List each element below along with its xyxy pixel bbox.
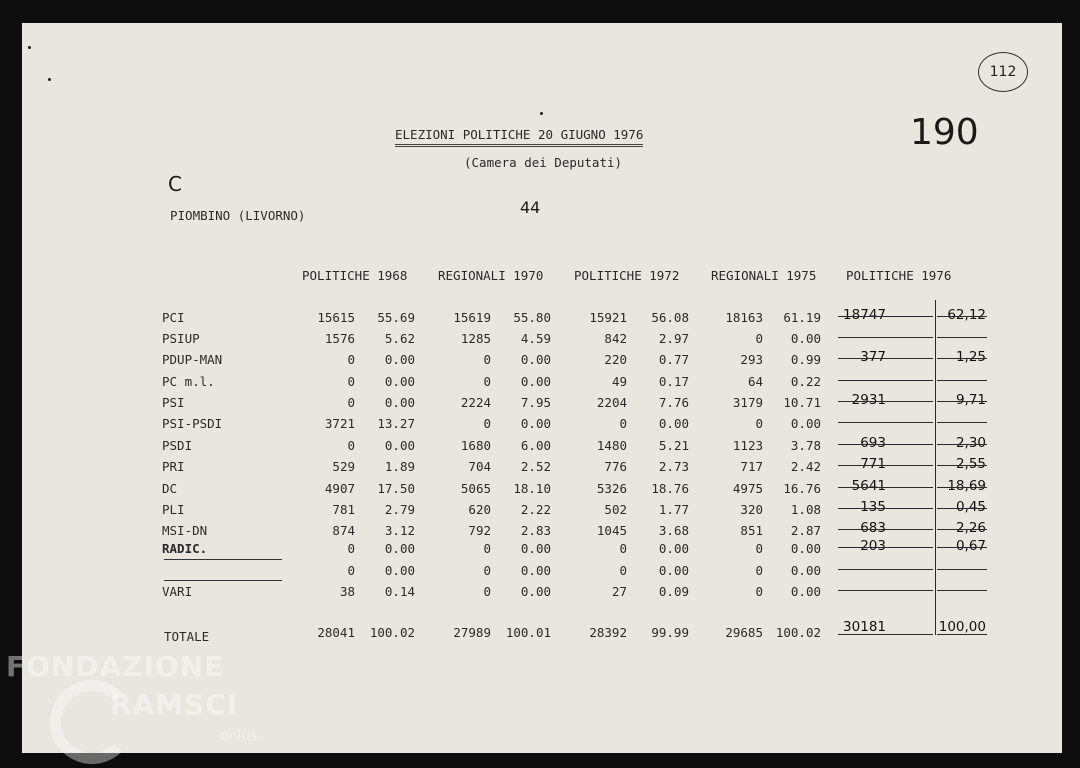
handwritten-rule [937,508,987,509]
vote-percent: 17.50 [377,481,415,496]
place-name: PIOMBINO (LIVORNO) [170,208,306,223]
handwritten-rule [838,316,933,317]
handwritten-rule [937,337,987,338]
handwritten-divider [935,300,936,635]
vote-count: 5065 [460,481,491,496]
vote-percent: 0.00 [790,331,821,346]
document-subtitle: (Camera dei Deputati) [464,155,623,170]
handwritten-vote-count: 203 [860,538,886,554]
handwritten-rule [937,465,987,466]
vote-percent: 0.00 [658,416,689,431]
vote-count: 0 [755,584,763,599]
vote-percent: 55.69 [377,310,415,325]
vote-percent: 18.10 [513,481,551,496]
vote-count: 15921 [589,310,627,325]
handwritten-rule [937,380,987,381]
handwritten-rule [838,422,933,423]
handwritten-rule [937,590,987,591]
vote-percent: 0.17 [658,374,689,389]
vote-count: 220 [604,352,627,367]
party-label: PLI [162,502,185,517]
vote-count: 1123 [732,438,763,453]
vote-percent: 16.76 [783,481,821,496]
vote-percent: 0.00 [520,584,551,599]
vote-count: 1480 [596,438,627,453]
handwritten-rule [937,569,987,570]
party-label: PC m.l. [162,374,215,389]
vote-count: 792 [468,523,491,538]
vote-count: 2224 [460,395,491,410]
total-count: 27989 [453,625,491,640]
total-label: TOTALE [164,629,210,644]
vote-count: 0 [483,416,491,431]
handwritten-rule [937,634,987,635]
vote-count: 0 [619,541,627,556]
vote-count: 1045 [596,523,627,538]
vote-percent: 0.00 [520,374,551,389]
vote-percent: 1.89 [384,459,415,474]
vote-percent: 5.62 [384,331,415,346]
handwritten-vote-count: 2931 [851,392,886,408]
handwritten-vote-percent: 2,55 [955,456,986,472]
vote-percent: 7.76 [658,395,689,410]
vote-percent: 1.08 [790,502,821,517]
party-label: VARI [162,584,193,599]
vote-percent: 0.00 [790,584,821,599]
vote-count: 3179 [732,395,763,410]
vote-count: 0 [347,395,355,410]
vote-percent: 10.71 [783,395,821,410]
vote-percent: 0.99 [790,352,821,367]
handwritten-rule [838,529,933,530]
handwritten-vote-percent: 2,30 [955,435,986,451]
handwritten-mark: 44 [520,198,541,217]
handwritten-page-number: 190 [910,112,979,153]
column-header: POLITICHE 1972 [574,268,680,283]
vote-count: 0 [483,563,491,578]
vote-percent: 0.00 [384,563,415,578]
vote-percent: 2.73 [658,459,689,474]
vote-count: 0 [483,374,491,389]
vote-count: 0 [755,331,763,346]
vote-percent: 0.00 [790,416,821,431]
vote-percent: 18.76 [651,481,689,496]
handwritten-rule [838,401,933,402]
total-percent: 100.02 [775,625,821,640]
vote-percent: 2.97 [658,331,689,346]
handwritten-vote-percent: 0,45 [955,499,986,515]
vote-percent: 0.00 [384,395,415,410]
vote-count: 0 [619,563,627,578]
vote-count: 717 [740,459,763,474]
vote-count: 15619 [453,310,491,325]
vote-count: 293 [740,352,763,367]
handwritten-vote-count: 693 [860,435,886,451]
vote-count: 529 [332,459,355,474]
vote-percent: 0.00 [520,352,551,367]
handwritten-vote-percent: 18,69 [947,478,986,494]
vote-percent: 2.52 [520,459,551,474]
vote-count: 18163 [725,310,763,325]
vote-percent: 0.77 [658,352,689,367]
vote-count: 1285 [460,331,491,346]
handwritten-rule [838,337,933,338]
vote-count: 502 [604,502,627,517]
vote-count: 0 [483,352,491,367]
vote-count: 1576 [324,331,355,346]
handwritten-rule [838,487,933,488]
handwritten-rule [937,358,987,359]
handwritten-rule [937,547,987,548]
vote-count: 5326 [596,481,627,496]
vote-count: 0 [483,584,491,599]
vote-count: 776 [604,459,627,474]
vote-count: 620 [468,502,491,517]
handwritten-rule [838,634,933,635]
vote-count: 49 [611,374,627,389]
vote-count: 1680 [460,438,491,453]
vote-percent: 3.68 [658,523,689,538]
handwritten-rule [838,508,933,509]
handwritten-rule [937,444,987,445]
total-count: 29685 [725,625,763,640]
vote-percent: 61.19 [783,310,821,325]
vote-percent: 0.00 [520,541,551,556]
party-label: PSI-PSDI [162,416,223,431]
vote-percent: 0.00 [384,374,415,389]
vote-percent: 13.27 [377,416,415,431]
vote-count: 704 [468,459,491,474]
speck [48,78,51,81]
document-title: ELEZIONI POLITICHE 20 GIUGNO 1976 [395,127,643,147]
party-label: PSI [162,395,185,410]
handwritten-letter: C [168,172,182,196]
vote-percent: 2.42 [790,459,821,474]
column-header: REGIONALI 1970 [438,268,544,283]
vote-count: 0 [755,541,763,556]
speck [28,46,31,49]
vote-count: 0 [347,352,355,367]
vote-count: 0 [347,438,355,453]
vote-percent: 3.12 [384,523,415,538]
vote-percent: 7.95 [520,395,551,410]
handwritten-rule [838,569,933,570]
party-label: PCI [162,310,185,325]
handwritten-rule [937,401,987,402]
vote-percent: 0.00 [384,352,415,367]
vote-percent: 56.08 [651,310,689,325]
party-label: RADIC. [162,541,208,556]
vote-count: 874 [332,523,355,538]
vote-percent: 0.00 [658,563,689,578]
total-percent: 99.99 [651,625,689,640]
party-label: PRI [162,459,185,474]
handwritten-rule [838,547,933,548]
handwritten-vote-percent: 62,12 [947,307,986,323]
vote-count: 38 [339,584,355,599]
handwritten-vote-count: 377 [860,349,886,365]
handwritten-vote-count: 771 [860,456,886,472]
radic-underline [164,559,282,560]
vote-count: 0 [483,541,491,556]
party-label: PSIUP [162,331,200,346]
vote-count: 0 [347,563,355,578]
total-percent: 100.01 [505,625,551,640]
speck [540,112,543,115]
vote-count: 0 [755,563,763,578]
vote-percent: 1.77 [658,502,689,517]
vote-count: 15615 [317,310,355,325]
vote-count: 320 [740,502,763,517]
vote-percent: 5.21 [658,438,689,453]
vote-count: 851 [740,523,763,538]
handwritten-vote-percent: 1,25 [955,349,986,365]
vote-count: 4907 [324,481,355,496]
total-percent: 100.02 [369,625,415,640]
vote-count: 0 [755,416,763,431]
handwritten-vote-percent: 9,71 [955,392,986,408]
party-label: MSI-DN [162,523,208,538]
vote-count: 27 [611,584,627,599]
handwritten-rule [838,590,933,591]
handwritten-vote-count: 683 [860,520,886,536]
handwritten-rule [838,465,933,466]
handwritten-rule [937,316,987,317]
handwritten-vote-count: 18747 [843,307,886,323]
vote-percent: 0.00 [790,541,821,556]
party-label: PSDI [162,438,193,453]
total-count: 28041 [317,625,355,640]
vote-percent: 0.22 [790,374,821,389]
circled-number: 112 [978,52,1028,92]
vote-percent: 0.00 [384,541,415,556]
vote-percent: 55.80 [513,310,551,325]
handwritten-total-percent: 100,00 [938,619,986,635]
party-label: DC [162,481,178,496]
vote-percent: 0.00 [790,563,821,578]
vote-count: 3721 [324,416,355,431]
handwritten-rule [838,358,933,359]
vote-percent: 0.09 [658,584,689,599]
handwritten-rule [838,380,933,381]
handwritten-rule [937,487,987,488]
blank-row-underline [164,580,282,581]
watermark-text: onlus [220,728,258,744]
vote-percent: 0.00 [520,416,551,431]
handwritten-vote-count: 5641 [851,478,886,494]
vote-count: 781 [332,502,355,517]
watermark-text: RAMSCI [110,688,239,721]
watermark-text: FONDAZIONE [6,650,225,683]
vote-count: 0 [347,374,355,389]
vote-percent: 4.59 [520,331,551,346]
vote-percent: 2.83 [520,523,551,538]
vote-percent: 0.00 [384,438,415,453]
handwritten-vote-percent: 2,26 [955,520,986,536]
column-header: REGIONALI 1975 [711,268,817,283]
vote-count: 0 [347,541,355,556]
handwritten-vote-count: 135 [860,499,886,515]
total-count: 28392 [589,625,627,640]
handwritten-total-count: 30181 [843,619,886,635]
vote-percent: 0.00 [658,541,689,556]
vote-percent: 6.00 [520,438,551,453]
vote-count: 0 [619,416,627,431]
vote-count: 64 [747,374,763,389]
handwritten-rule [838,444,933,445]
party-label: PDUP-MAN [162,352,223,367]
vote-percent: 2.87 [790,523,821,538]
column-header: POLITICHE 1968 [302,268,408,283]
vote-percent: 2.79 [384,502,415,517]
vote-count: 4975 [732,481,763,496]
handwritten-rule [937,529,987,530]
vote-percent: 0.00 [520,563,551,578]
vote-percent: 3.78 [790,438,821,453]
vote-percent: 2.22 [520,502,551,517]
handwritten-vote-percent: 0,67 [955,538,986,554]
vote-count: 2204 [596,395,627,410]
vote-percent: 0.14 [384,584,415,599]
vote-count: 842 [604,331,627,346]
column-header: POLITICHE 1976 [846,268,952,283]
handwritten-rule [937,422,987,423]
